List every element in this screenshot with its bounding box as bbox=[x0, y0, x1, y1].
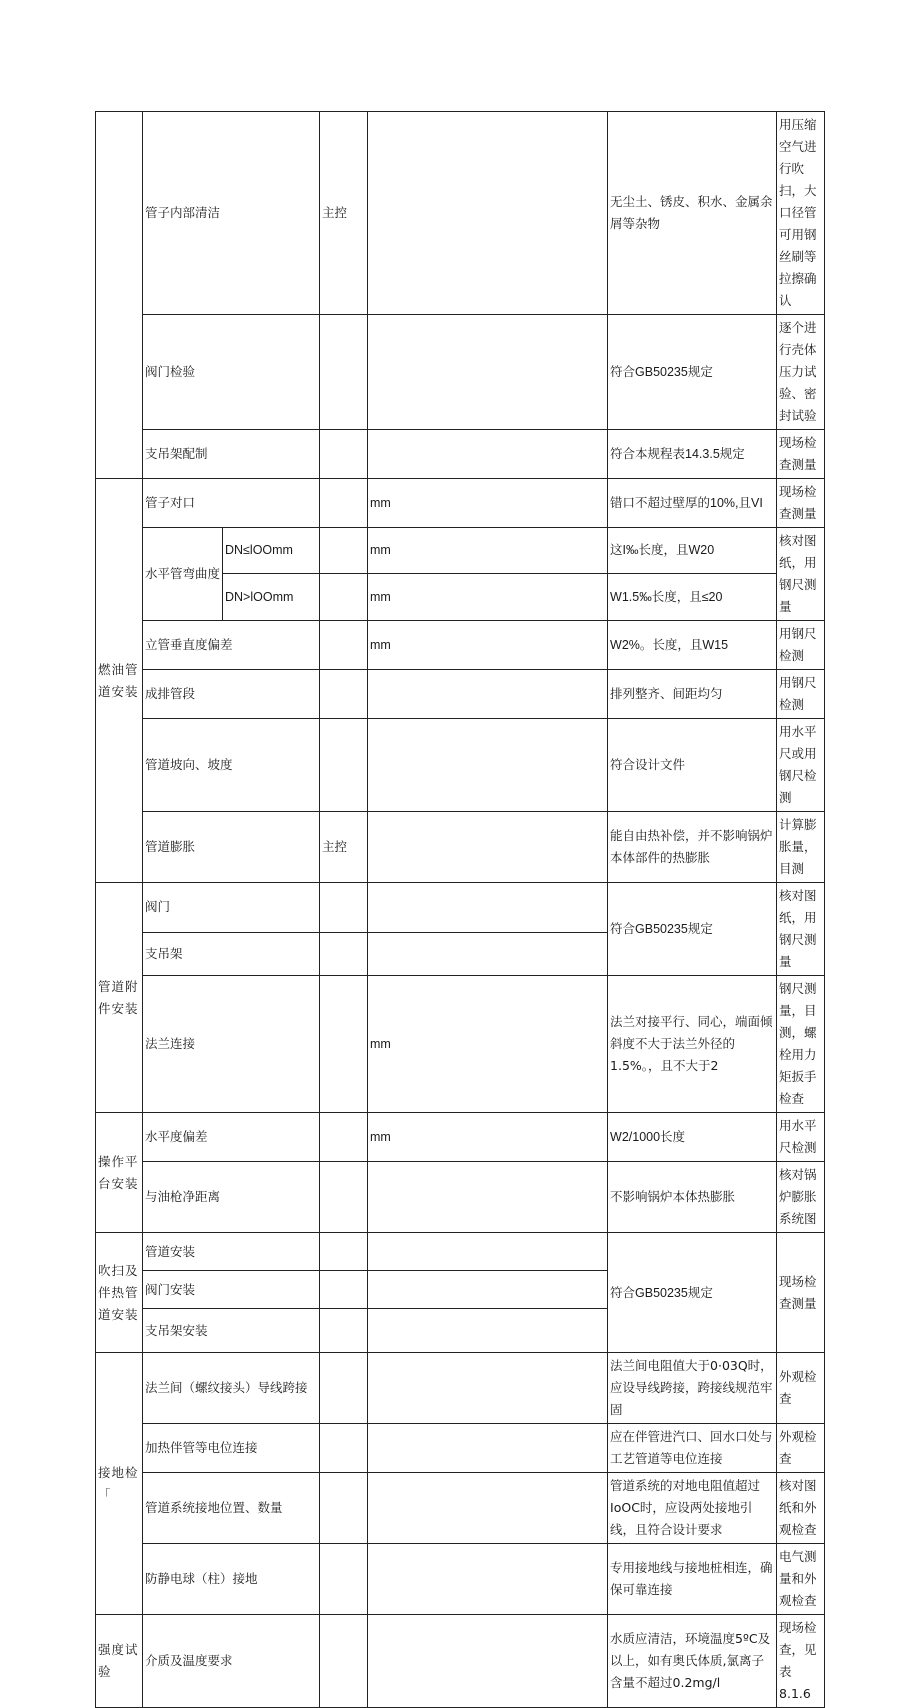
standard-cell: 水质应清洁，环境温度5ºC及以上，如有奥氏体质,氯离子含量不超过0.2mg/l bbox=[608, 1615, 777, 1708]
unit-cell: mm bbox=[368, 621, 608, 670]
method-cell: 核对图纸，用钢尺测量 bbox=[777, 528, 825, 621]
type-cell: 主控 bbox=[320, 112, 368, 315]
table-row bbox=[96, 112, 825, 315]
standard-cell: 符合本规程表14.3.5规定 bbox=[608, 430, 777, 479]
standard-cell: 专用接地线与接地桩相连，确保可靠连接 bbox=[608, 1544, 777, 1615]
type-cell bbox=[320, 315, 368, 430]
type-cell bbox=[320, 573, 368, 620]
method-cell: 钢尺测量，目测，螺栓用力矩扳手检查 bbox=[777, 976, 825, 1113]
standard-cell: 不影响锅炉本体热膨胀 bbox=[608, 1162, 777, 1233]
item-cell: 管道膨胀 bbox=[143, 812, 320, 883]
item-cell: 法兰连接 bbox=[143, 976, 320, 1113]
table-row bbox=[96, 883, 825, 933]
standard-cell: 符合GB50235规定 bbox=[608, 1233, 777, 1353]
method-cell: 逐个进行壳体压力试验、密封试验 bbox=[777, 315, 825, 430]
table-row bbox=[96, 670, 825, 719]
unit-cell bbox=[368, 1424, 608, 1473]
unit-cell bbox=[368, 1271, 608, 1309]
table-row bbox=[96, 1233, 825, 1271]
type-cell bbox=[320, 479, 368, 528]
subitem-cell: DN≤lOOmm bbox=[223, 528, 320, 574]
standard-cell: 错口不超过壁厚的10%,且VI bbox=[608, 479, 777, 528]
unit-cell bbox=[368, 670, 608, 719]
method-cell: 用水平尺检测 bbox=[777, 1113, 825, 1162]
type-cell bbox=[320, 1309, 368, 1353]
table-row bbox=[96, 812, 825, 883]
unit-cell bbox=[368, 1473, 608, 1544]
unit-cell: mm bbox=[368, 528, 608, 574]
item-cell: 介质及温度要求 bbox=[143, 1615, 320, 1708]
method-cell: 现场检查测量 bbox=[777, 430, 825, 479]
unit-cell bbox=[368, 812, 608, 883]
standard-cell: W1.5‰长度，且≤20 bbox=[608, 573, 777, 620]
category-cell-purge: 吹扫及伴热管道安装 bbox=[96, 1233, 143, 1353]
unit-cell bbox=[368, 1162, 608, 1233]
unit-cell bbox=[368, 719, 608, 812]
item-cell: 阀门安装 bbox=[143, 1271, 320, 1309]
table-row bbox=[96, 1353, 825, 1424]
table-row bbox=[96, 528, 825, 574]
table-row bbox=[96, 315, 825, 430]
item-cell: 立管垂直度偏差 bbox=[143, 621, 320, 670]
type-cell bbox=[320, 932, 368, 975]
standard-cell: 这I‰长度，且W20 bbox=[608, 528, 777, 574]
method-cell: 用水平尺或用钢尺检测 bbox=[777, 719, 825, 812]
type-cell bbox=[320, 976, 368, 1113]
unit-cell: mm bbox=[368, 479, 608, 528]
subitem-cell: DN>lOOmm bbox=[223, 573, 320, 620]
inspection-table bbox=[95, 111, 825, 1708]
standard-cell: 法兰间电阻值大于0·03Q时，应设导线跨接，跨接线规范牢固 bbox=[608, 1353, 777, 1424]
table-row bbox=[96, 1544, 825, 1615]
item-cell: 加热伴管等电位连接 bbox=[143, 1424, 320, 1473]
unit-cell bbox=[368, 1353, 608, 1424]
table-row bbox=[96, 479, 825, 528]
standard-cell: W2%。长度，且W15 bbox=[608, 621, 777, 670]
type-cell bbox=[320, 1544, 368, 1615]
item-cell: 成排管段 bbox=[143, 670, 320, 719]
standard-cell: 符合GB50235规定 bbox=[608, 883, 777, 976]
method-cell: 现场检查，见表8.1.6 bbox=[777, 1615, 825, 1708]
item-cell: 与油枪净距离 bbox=[143, 1162, 320, 1233]
standard-cell: 能自由热补偿，并不影响锅炉本体部件的热膨胀 bbox=[608, 812, 777, 883]
unit-cell bbox=[368, 112, 608, 315]
method-cell: 计算膨胀量，目测 bbox=[777, 812, 825, 883]
standard-cell: 排列整齐、间距均匀 bbox=[608, 670, 777, 719]
type-cell bbox=[320, 1233, 368, 1271]
item-cell: 支吊架 bbox=[143, 932, 320, 975]
method-cell: 电气测量和外观检查 bbox=[777, 1544, 825, 1615]
category-cell-ground: 接地检「 bbox=[96, 1353, 143, 1615]
method-cell: 外观检查 bbox=[777, 1353, 825, 1424]
item-cell: 支吊架配制 bbox=[143, 430, 320, 479]
unit-cell bbox=[368, 1615, 608, 1708]
unit-cell bbox=[368, 430, 608, 479]
table-row bbox=[96, 719, 825, 812]
method-cell: 外观检查 bbox=[777, 1424, 825, 1473]
item-cell: 水平管弯曲度 bbox=[143, 528, 223, 621]
type-cell bbox=[320, 670, 368, 719]
standard-cell: 符合设计文件 bbox=[608, 719, 777, 812]
item-cell: 防静电球（柱）接地 bbox=[143, 1544, 320, 1615]
method-cell: 现场检查测量 bbox=[777, 1233, 825, 1353]
item-cell: 管道系统接地位置、数量 bbox=[143, 1473, 320, 1544]
method-cell: 核对图纸和外观检查 bbox=[777, 1473, 825, 1544]
item-cell: 阀门检验 bbox=[143, 315, 320, 430]
method-cell: 用钢尺检测 bbox=[777, 621, 825, 670]
type-cell bbox=[320, 1615, 368, 1708]
unit-cell: mm bbox=[368, 976, 608, 1113]
type-cell bbox=[320, 1113, 368, 1162]
table-row bbox=[96, 1473, 825, 1544]
standard-cell: 法兰对接平行、同心，端面倾斜度不大于法兰外径的1.5%。，且不大于2 bbox=[608, 976, 777, 1113]
table-row bbox=[96, 430, 825, 479]
category-cell-fittings: 管道附件安装 bbox=[96, 883, 143, 1113]
standard-cell: 管道系统的对地电阻值超过IoOC时，应设两处接地引线，且符合设计要求 bbox=[608, 1473, 777, 1544]
standard-cell: 符合GB50235规定 bbox=[608, 315, 777, 430]
category-cell-empty bbox=[96, 112, 143, 479]
table-row bbox=[96, 1615, 825, 1708]
item-cell: 管道坡向、坡度 bbox=[143, 719, 320, 812]
unit-cell bbox=[368, 883, 608, 933]
table-row bbox=[96, 621, 825, 670]
type-cell bbox=[320, 430, 368, 479]
unit-cell bbox=[368, 315, 608, 430]
type-cell bbox=[320, 1353, 368, 1424]
unit-cell bbox=[368, 1233, 608, 1271]
unit-cell: mm bbox=[368, 573, 608, 620]
table-row bbox=[96, 1113, 825, 1162]
unit-cell bbox=[368, 932, 608, 975]
type-cell bbox=[320, 621, 368, 670]
table-row bbox=[96, 976, 825, 1113]
method-cell: 用钢尺检测 bbox=[777, 670, 825, 719]
method-cell: 用压缩空气进行吹扫，大口径管可用钢丝刷等拉擦确认 bbox=[777, 112, 825, 315]
table-row bbox=[96, 1424, 825, 1473]
method-cell: 核对锅炉膨胀系统图 bbox=[777, 1162, 825, 1233]
unit-cell bbox=[368, 1309, 608, 1353]
standard-cell: 应在伴管进汽口、回水口处与工艺管道等电位连接 bbox=[608, 1424, 777, 1473]
type-cell bbox=[320, 528, 368, 574]
category-cell-platform: 操作平台安装 bbox=[96, 1113, 143, 1233]
type-cell bbox=[320, 1424, 368, 1473]
table-row bbox=[96, 1162, 825, 1233]
item-cell: 水平度偏差 bbox=[143, 1113, 320, 1162]
item-cell: 管子内部清洁 bbox=[143, 112, 320, 315]
type-cell bbox=[320, 719, 368, 812]
standard-cell: 无尘土、锈皮、积水、金属余屑等杂物 bbox=[608, 112, 777, 315]
item-cell: 法兰间（螺纹接头）导线跨接 bbox=[143, 1353, 320, 1424]
unit-cell bbox=[368, 1544, 608, 1615]
item-cell: 阀门 bbox=[143, 883, 320, 933]
method-cell: 核对图纸，用钢尺测量 bbox=[777, 883, 825, 976]
type-cell bbox=[320, 883, 368, 933]
unit-cell: mm bbox=[368, 1113, 608, 1162]
type-cell bbox=[320, 1473, 368, 1544]
item-cell: 管子对口 bbox=[143, 479, 320, 528]
method-cell: 现场检查测量 bbox=[777, 479, 825, 528]
item-cell: 支吊架安装 bbox=[143, 1309, 320, 1353]
category-cell-fuel: 燃油管道安装 bbox=[96, 479, 143, 883]
type-cell bbox=[320, 1271, 368, 1309]
type-cell: 主控 bbox=[320, 812, 368, 883]
standard-cell: W2/1000长度 bbox=[608, 1113, 777, 1162]
item-cell: 管道安装 bbox=[143, 1233, 320, 1271]
category-cell-strength: 强度试验 bbox=[96, 1615, 143, 1708]
type-cell bbox=[320, 1162, 368, 1233]
